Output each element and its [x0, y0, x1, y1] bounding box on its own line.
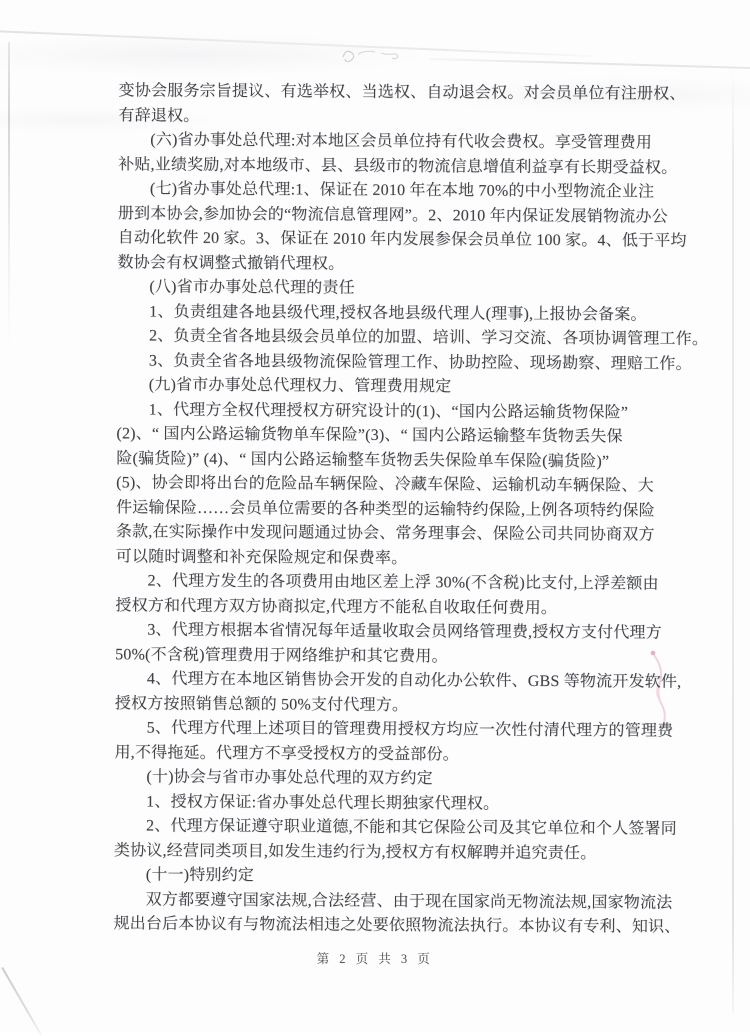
- ink-smudge: [336, 42, 420, 66]
- fold-line-top: [0, 30, 591, 57]
- document-line: 3、负责全省各地县级物流保险管理工作、协助控险、现场勘察、理赔工作。: [148, 352, 692, 373]
- document-line: 条款,在实际操作中发现问题通过协会、常务理事会、保险公司共同协商双方: [115, 523, 655, 544]
- document-line: 双方都要遵守国家法规,合法经营、由于现在国家尚无物流法规,国家物流法: [145, 890, 673, 912]
- scan-edge-left: [8, 42, 10, 347]
- document-line: 3、代理方根据本省情况每年适量收取会员网络管理费,授权方支付代理方: [147, 621, 662, 642]
- document-line: 授权方按照销售总额的 50%支付代理方。: [114, 694, 409, 714]
- document-line: 2、代理方保证遵守职业道德,不能和其它保险公司及其它单位和个人签署同: [146, 817, 677, 838]
- document-line: (十)协会与省市办事处总代理的双方约定: [146, 768, 433, 788]
- document-line: 用,不得拖延。代理方不享受授权方的受益部份。: [114, 743, 459, 763]
- document-line: (九)省市办事处总代理权力、管理费用规定: [148, 376, 452, 396]
- fold-line-top-right: [430, 58, 750, 69]
- document-line: 件运输保险……会员单位需要的各种类型的运输特约保险,上例各项特约保险: [115, 498, 655, 520]
- document-line: 5、代理方代理上述项目的管理费用授权方均应一次性付清代理方的管理费: [146, 719, 674, 740]
- document-line: 2、代理方发生的各项费用由地区差上浮 30%(不含税)比支付,上浮差额由: [147, 572, 659, 593]
- document-line: (七)省办事处总代理:1、保证在 2010 年在本地 70%的中小型物流企业注: [149, 180, 655, 201]
- document-line: 1、代理方全权代理授权方研究设计的(1)、“国内公路运输货物保险”: [148, 400, 629, 421]
- fold-line-bottom-left: [1, 967, 42, 1036]
- document-line: 2、负责全省各地县级会员单位的加盟、培训、学习交流、各项协调管理工作。: [149, 327, 709, 348]
- document-line: (六)省办事处总代理:对本地区会员单位持有代收会费权。享受管理费用: [150, 131, 652, 152]
- document-line: 可以随时调整和补充保险规定和保费率。: [115, 547, 408, 567]
- document-line: (十一)特别约定: [145, 866, 255, 885]
- document-line: 变协会服务宗旨提议、有选举权、当选权、自动退会权。对会员单位有注册权、: [118, 82, 686, 103]
- document-line: 授权方和代理方双方协商拟定,代理方不能私自收取任何费用。: [115, 596, 558, 617]
- scan-edge-right: [732, 68, 734, 1013]
- document-line: 类协议,经营同类项目,如发生违约行为,授权方有权解聘并追究责任。: [113, 841, 597, 862]
- document-body: [113, 79, 709, 940]
- page-number: 第 2 页 共 3 页: [316, 952, 434, 966]
- document-line: 数协会有权调整式撤销代理权。: [117, 253, 345, 273]
- document-line: 有辞退权。: [118, 106, 200, 125]
- document-line: 险(骗货险)” (4)、“ 国内公路运输整车货物丢失保险单车保险(骗货险)”: [116, 449, 610, 470]
- document-line: 自动化软件 20 家。3、保证在 2010 年内发展参保会员单位 100 家。4、低于平均: [117, 229, 687, 250]
- document-line: (2)、“ 国内公路运输货物单车保险”(3)、“ 国内公路运输整车货物丢失保: [116, 425, 623, 446]
- document-line: 册到本协会,参加协会的“物流信息管理网”。2、2010 年内保证发展销物流办公: [117, 204, 668, 226]
- document-line: 补贴,业绩奖励,对本地级市、县、县级市的物流信息增值利益享有长期受益权。: [118, 155, 678, 177]
- document-line: 50%(不含税)管理费用于网络维护和其它费用。: [115, 645, 448, 665]
- document-line: 4、代理方在本地区销售协会开发的自动化办公软件、GBS 等物流开发软件,: [146, 670, 682, 691]
- document-line: (八)省市办事处总代理的责任: [149, 278, 355, 297]
- document-line: 规出台后本协议有与物流法相违之处要依照物流法执行。本协议有专利、知识、: [113, 915, 681, 936]
- document-line: (5)、协会即将出台的危险品车辆保险、冷藏车保险、运输机动车辆保险、大: [116, 474, 654, 495]
- document-line: 1、授权方保证:省办事处总代理长期独家代理权。: [146, 792, 500, 813]
- document-line: 1、负责组建各地县级代理,授权各地县级代理人(理事),上报协会备案。: [149, 303, 647, 324]
